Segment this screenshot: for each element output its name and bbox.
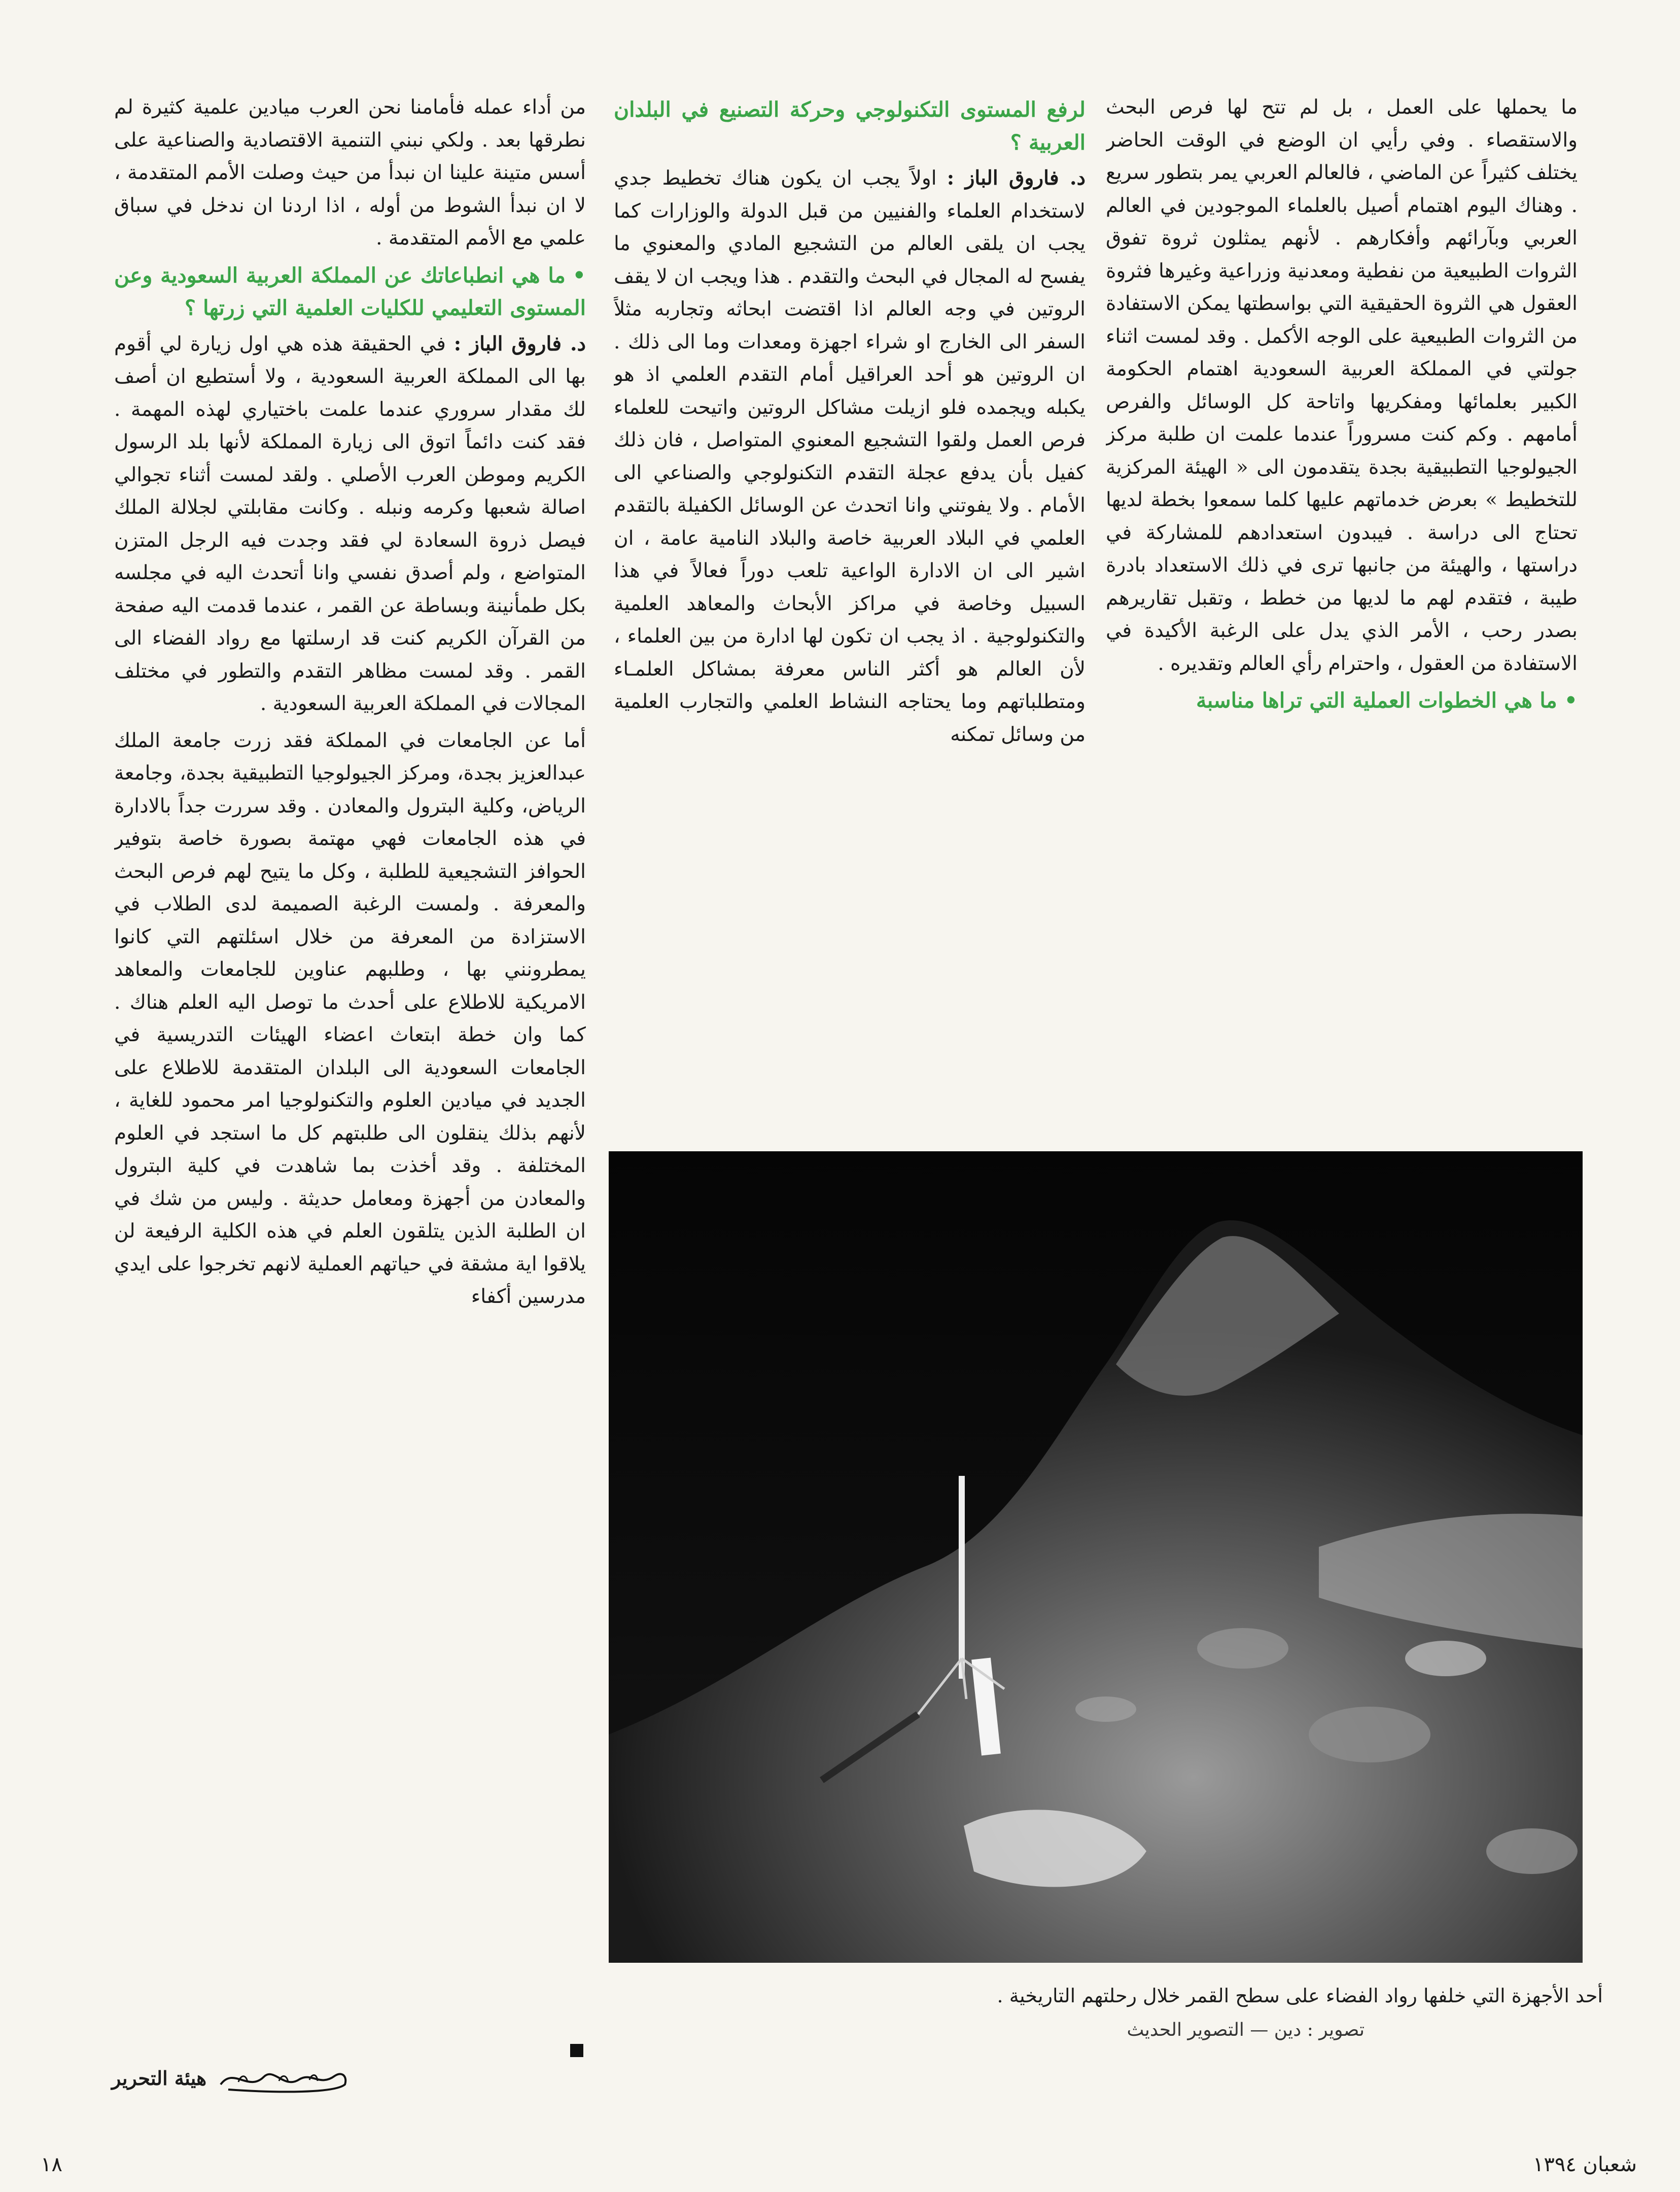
- interview-question: [114, 259, 586, 325]
- question-text: ما هي انطباعاتك عن المملكة العربية السعودية وعن المستوى التعليمي للكليات العلمية التي زرتها ؟: [114, 263, 586, 320]
- question-text: ما هي الخطوات العملية التي تراها مناسبة: [1196, 688, 1557, 713]
- bullet-icon: •: [1564, 688, 1578, 713]
- answer-paragraph: [114, 328, 586, 721]
- lunar-surface-photo: [609, 1151, 1583, 1963]
- article-column-left: [114, 91, 586, 2095]
- interview-question-continued: لرفع المستوى التكنولوجي وحركة التصنيع في البلدان العربية ؟: [614, 97, 1086, 155]
- bullet-icon: •: [572, 263, 586, 288]
- photo-credit: تصوير : دين — التصوير الحديث: [1127, 2020, 1364, 2040]
- paragraph: من أداء عمله فأمامنا نحن العرب ميادين علمية كثيرة لم نطرقها بعد . ولكي نبني التنمية الاقتصادية والصناعية على أسس متينة علينا ان نبدأ من حيث وصلت الأمم المتقدمة ، لا ان نبدأ الشوط من أوله ، اذا اردنا ان ندخل في سباق علمي مع الأمم المتقدمة .: [114, 96, 586, 250]
- photo-caption: أحد الأجهزة التي خلفها رواد الفضاء على سطح القمر خلال رحلتهم التاريخية .: [997, 1985, 1603, 2007]
- paragraph: ما يحملها على العمل ، بل لم تتح لها فرص البحث والاستقصاء . وفي رأيي ان الوضع في الوقت الحاضر يختلف كثيراً عن الماضي ، فالعالم العربي يمر بتطور سريع . وهناك اليوم اهتمام أصيل بالعلماء الموجودين في العالم العربي وبآرائهم وأفكارهم . لأنهم يمثلون ثروة تفوق الثروات الطبيعية من نفطية ومعدنية وزراعية وغيرها فثروة العقول هي الثروة الحقيقية التي بواسطتها يمكن الاستفادة من الثروات الطبيعية على الوجه الأكمل . وقد لمست اثناء جولتي في المملكة العربية السعودية اهتمام الحكومة الكبير بعلمائها ومفكريها واتاحة كل الوسائل والفرص أمامهم . وكم كنت مسروراً عندما علمت ان طلبة مركز الجيولوجيا التطبيقية بجدة يتقدمون الى « الهيئة المركزية للتخطيط » بعرض خدماتهم عليها كلما سمعوا بخطة لديها تحتاج الى دراسة . فيبدون استعدادهم للمشاركة في دراستها ، والهيئة من جانبها ترى في ذلك الاستعداد بادرة طيبة ، فتقدم لهم ما لديها من خطط ، وتقبل تقاريرهم بصدر رحب ، الأمر الذي يدل على الرغبة الأكيدة في الاستفادة من العقول ، واحترام رأي العالم وتقديره .: [1106, 96, 1578, 675]
- article-column-right: [1106, 91, 1578, 1121]
- issue-date: شعبان ١٣٩٤: [1532, 2153, 1637, 2176]
- page-number: ١٨: [41, 2153, 62, 2176]
- answer-paragraph: [614, 162, 1086, 751]
- editorial-board-label: هيئة التحرير: [112, 2067, 207, 2090]
- article-column-middle: [614, 91, 1086, 1121]
- speaker-name: د. فاروق الباز :: [453, 332, 586, 356]
- paragraph: أما عن الجامعات في المملكة فقد زرت جامعة الملك عبدالعزيز بجدة، ومركز الجيولوجيا التطبيقية بجدة، وجامعة الرياض، وكلية البترول والمعادن . وقد سررت جداً بالادارة في هذه الجامعات فهي مهتمة بصورة خاصة بتوفير الحوافز التشجيعية للطلبة ، وكل ما يتيح لهم فرص البحث والمعرفة . ولمست الرغبة الصميمة لدى الطلاب في الاستزادة من المعرفة من خلال اسئلتهم التي كانوا يمطرونني بها ، وطلبهم عناوين للجامعات والمعاهد الامريكية للاطلاع على أحدث ما توصل اليه العلم هناك . كما وان خطة ابتعاث اعضاء الهيئات التدريسية في الجامعات السعودية الى البلدان المتقدمة للاطلاع على الجديد في ميادين العلوم والتكنولوجيا امر محمود للغاية ، لأنهم بذلك ينقلون الى طلبتهم كل ما استجد في العلوم المختلفة . وقد أخذت بما شاهدت في كلية البترول والمعادن من أجهزة ومعامل حديثة . وليس من شك في ان الطلبة الذين يتلقون العلم في هذه الكلية الرفيعة لن يلاقوا اية مشقة في حياتهم العملية لانهم تخرجوا على ايدي مدرسين أكفاء: [114, 729, 586, 1308]
- handwritten-signature: [218, 2062, 350, 2097]
- moon-surface-illustration: [609, 1151, 1583, 1963]
- answer-text: في الحقيقة هذه هي اول زيارة لي أقوم بها الى المملكة العربية السعودية ، ولا أستطيع ان أصف لك مقدار سروري عندما علمت باختياري لهذه المهمة . فقد كنت دائماً اتوق الى زيارة المملكة لأنها بلد الرسول الكريم وموطن العرب الأصلي . ولقد لمست أثناء تجوالي اصالة شعبها وكرمه ونبله . وكانت مقابلتي لجلالة الملك فيصل ذروة السعادة لي فقد وجدت فيه الرجل المتزن المتواضع ، ولم أصدق نفسي وانا أتحدث اليه في مجلسه بكل طمأنينة وبساطة عن القمر ، عندما قدمت اليه صفحة من القرآن الكريم كنت قد ارسلتها مع رواد الفضاء الى القمر . وقد لمست مظاهر التقدم والتطور في مختلف المجالات في المملكة العربية السعودية .: [114, 332, 586, 715]
- answer-text: اولاً يجب ان يكون هناك تخطيط جدي لاستخدام العلماء والفنيين من قبل الدولة والوزارات كما يجب ان يلقى العالم من التشجيع المادي والمعنوي ما يفسح له المجال في البحث والتقدم . هذا ويجب ان لا يقف الروتين في وجه العالم اذا اقتضت ابحاثه وتجاربه مثلاً السفر الى الخارج او شراء اجهزة ومعدات وما الى ذلك . ان الروتين هو أحد العراقيل أمام التقدم العلمي اذ هو يكبله ويجمده فلو ازيلت مشاكل الروتين واتيحت للعلماء فرص العمل ولقوا التشجيع المعنوي المتواصل ، فان ذلك كفيل بأن يدفع عجلة التقدم التكنولوجي والصناعي الى الأمام . ولا يفوتني وانا اتحدث عن الوسائل الكفيلة بالتقدم العلمي في البلاد العربية خاصة والبلاد النامية عامة ، ان اشير الى ان الادارة الواعية تلعب دوراً فعالاً في هذا السبيل وخاصة في مراكز الأبحاث والمعاهد العلمية والتكنولوجية . اذ يجب ان تكون لها ادارة من بين العلماء ، لأن العالم هو أكثر الناس معرفة بمشاكل العلمـاء ومتطلباتهم وما يحتاجه النشاط العلمي والتجارب العلمية من وسائل تمكنه: [614, 167, 1086, 746]
- end-mark-icon: [570, 2044, 583, 2057]
- signature-block: [101, 2044, 588, 2105]
- interview-question: [1106, 684, 1578, 717]
- speaker-name: د. فاروق الباز :: [947, 166, 1086, 190]
